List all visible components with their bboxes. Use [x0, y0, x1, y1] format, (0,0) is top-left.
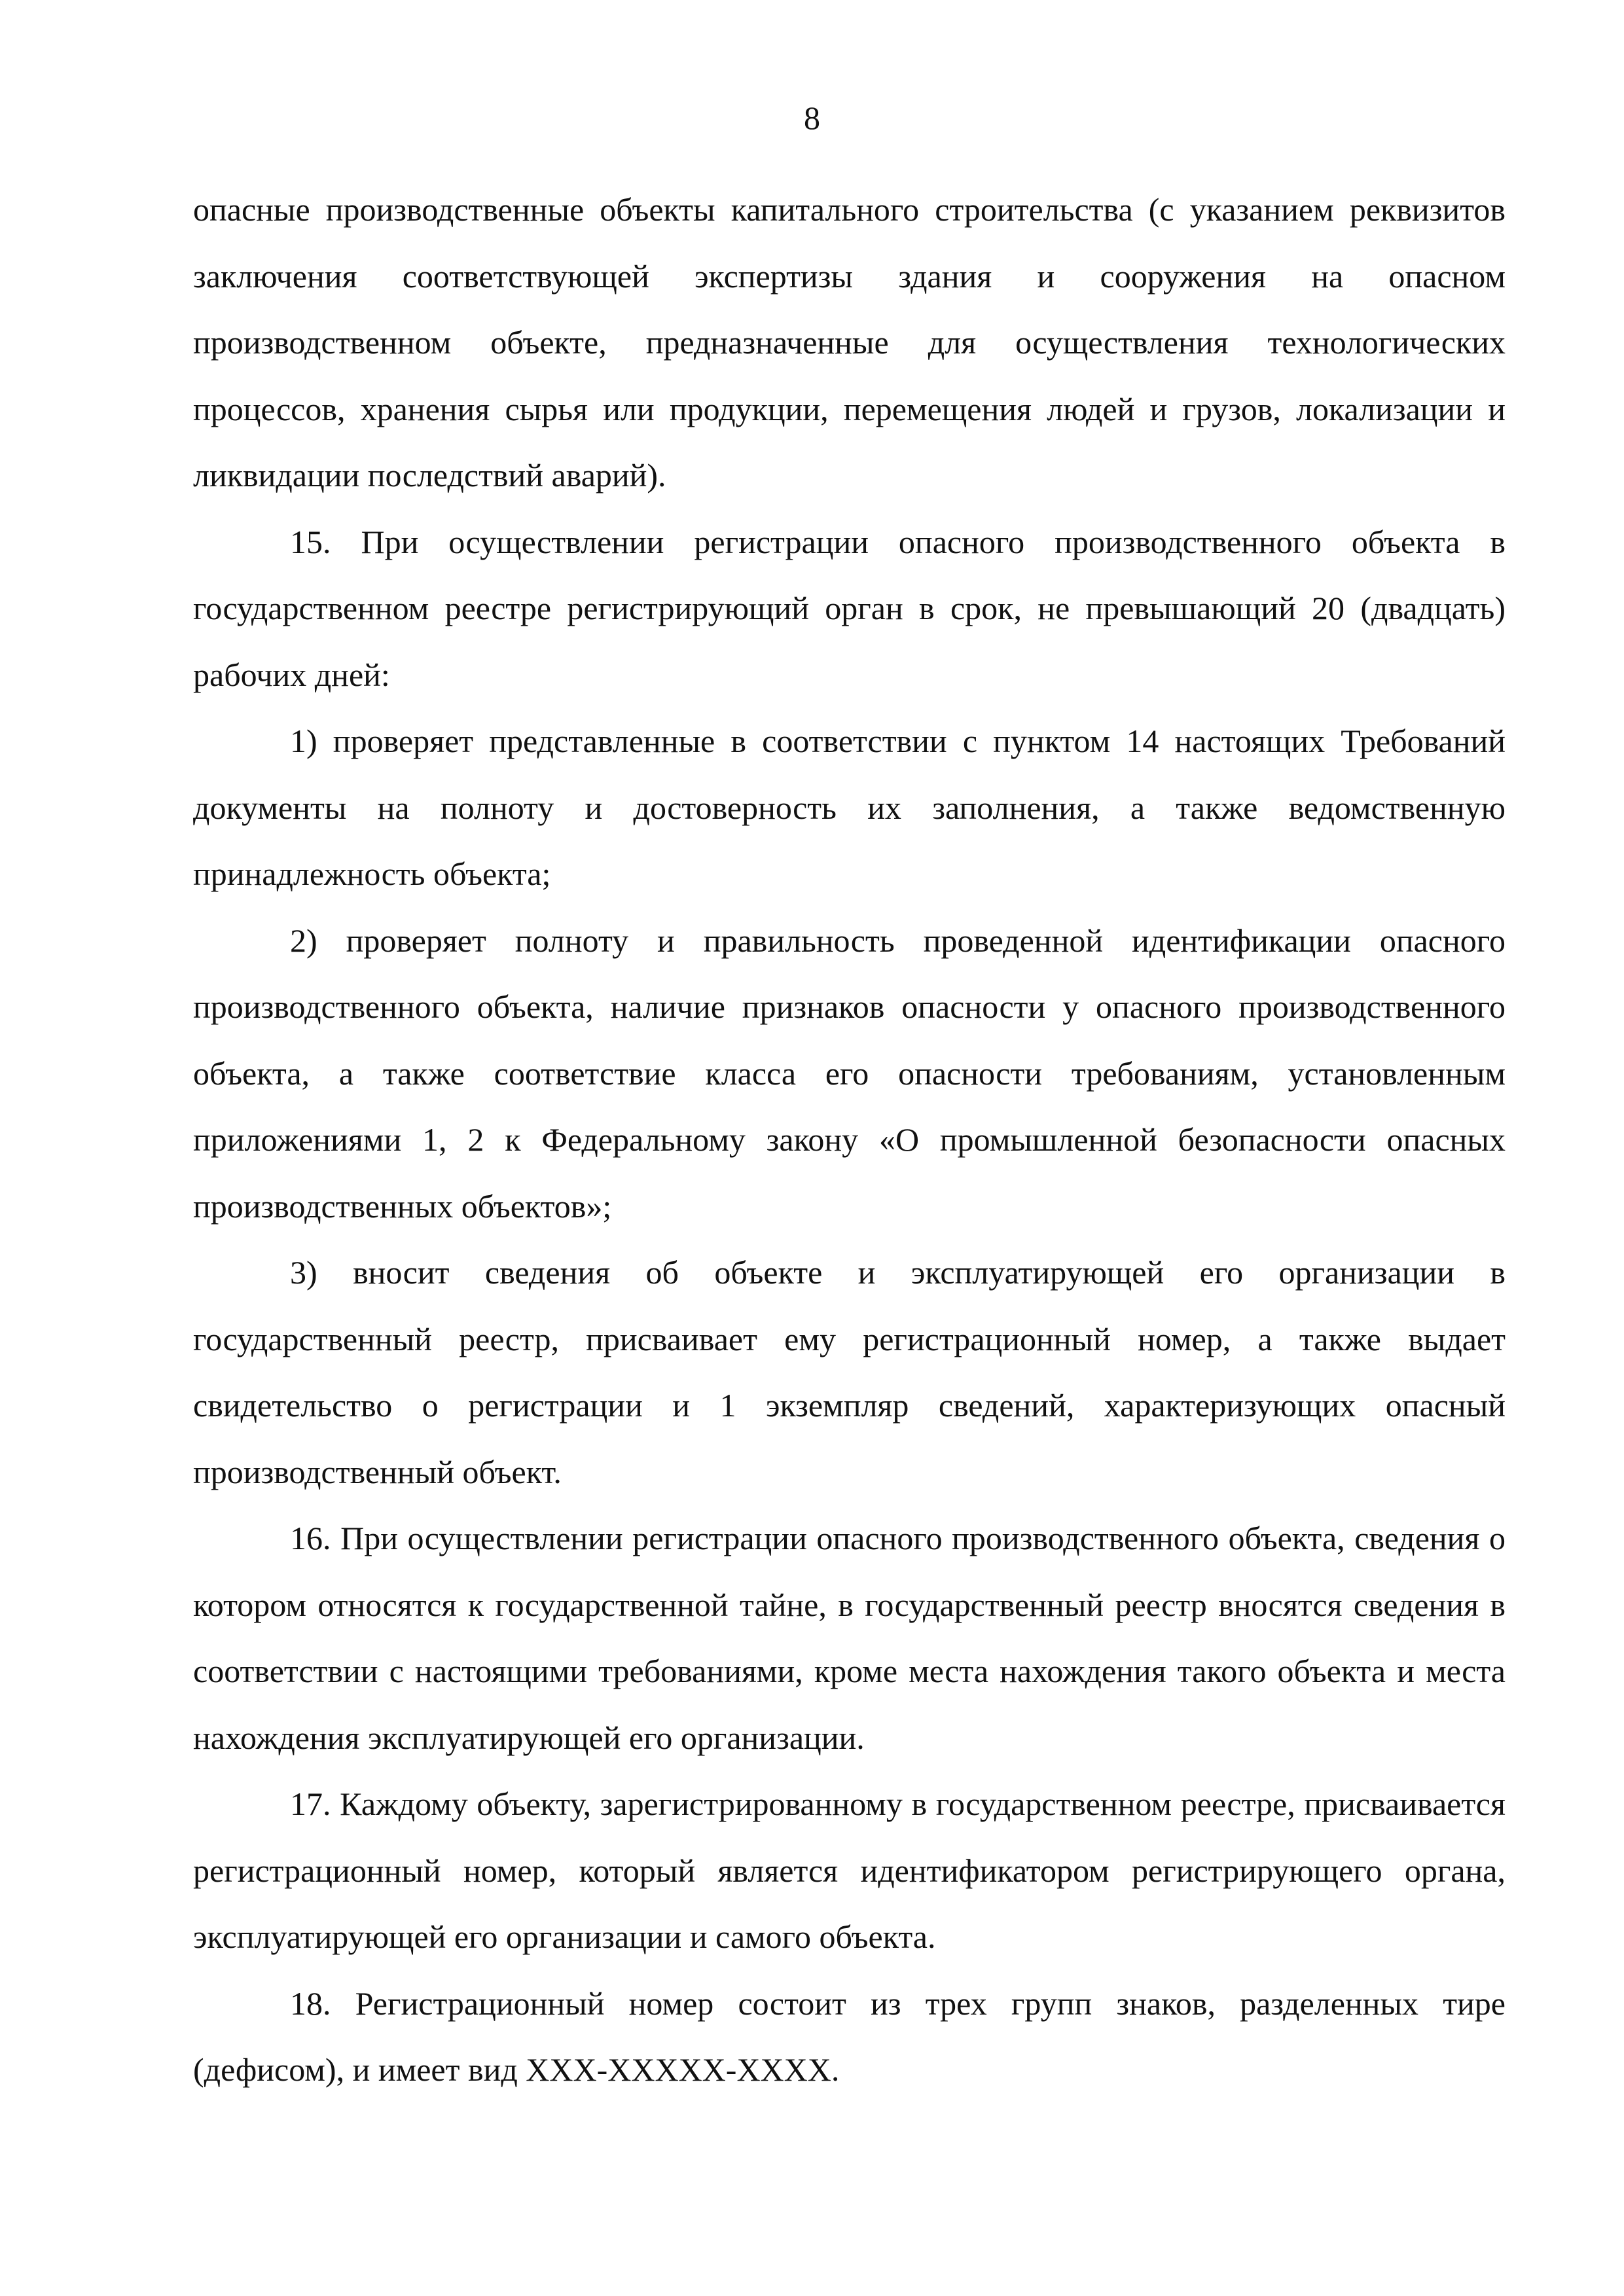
paragraph-item-15-2: 2) проверяет полноту и правильность проведенной идентификации опасного производственного объекта, наличие признаков опасности у опасного производственного объекта, а также соответствие класса его опасности требованиям, установленным приложениями 1, 2 к Федеральному закону «О промышленной безопасности опасных производственных объектов»;	[193, 922, 1506, 1225]
page-number: 8	[804, 99, 820, 136]
paragraph-continuation: опасные производственные объекты капитального строительства (с указанием реквизитов заключения соответствующей экспертизы здания и сооружения на опасном производственном объекте, предназначенные для осуществления технологических процессов, хранения сырья или продукции, перемещения людей и грузов, локализации и ликвидации последствий аварий).	[193, 191, 1506, 493]
paragraph-item-16: 16. При осуществлении регистрации опасного производственного объекта, сведения о котором относятся к государственной тайне, в государственный реестр вносятся сведения в соответствии с настоящими требованиями, кроме места нахождения такого объекта и места нахождения эксплуатирующей его организации.	[193, 1520, 1506, 1756]
paragraph-item-15: 15. При осуществлении регистрации опасного производственного объекта в государственном реестре регистрирующий орган в срок, не превышающий 20 (двадцать) рабочих дней:	[193, 523, 1506, 693]
paragraph-item-15-1: 1) проверяет представленные в соответствии с пунктом 14 настоящих Требований документы на полноту и достоверность их заполнения, а также ведомственную принадлежность объекта;	[193, 723, 1506, 892]
paragraph-item-18: 18. Регистрационный номер состоит из трех групп знаков, разделенных тире (дефисом), и имеет вид XXX-XXXXX-XXXX.	[193, 1984, 1506, 2088]
paragraph-item-17: 17. Каждому объекту, зарегистрированному в государственном реестре, присваивается регистрационный номер, который является идентификатором регистрирующего органа, эксплуатирующей его организации и самого объекта.	[193, 1785, 1506, 1955]
document-body	[193, 177, 1506, 2104]
paragraph-item-15-3: 3) вносит сведения об объекте и эксплуатирующей его организации в государственный реестр, присваивает ему регистрационный номер, а также выдает свидетельство о регистрации и 1 экземпляр сведений, характеризующих опасный производственный объект.	[193, 1254, 1506, 1490]
